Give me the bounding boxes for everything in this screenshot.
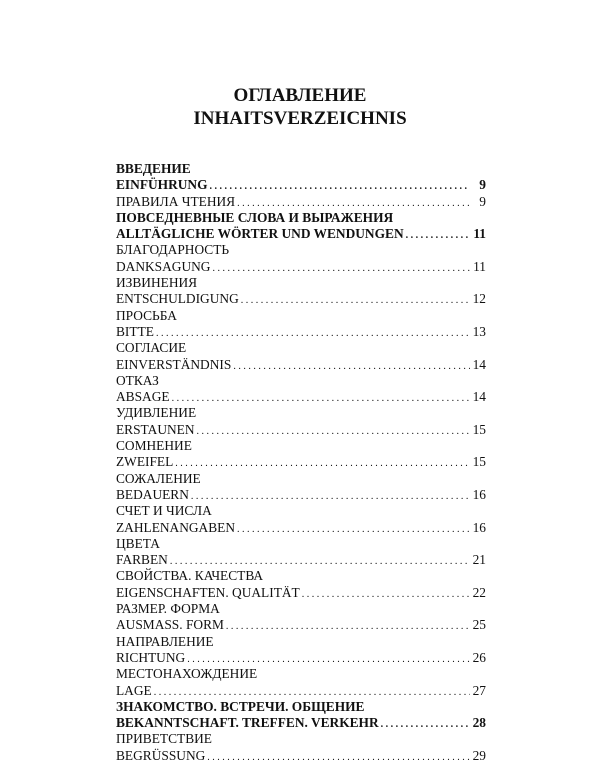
toc-page-number: 21 xyxy=(472,552,486,568)
heading-german: INHAITSVERZEICHNIS xyxy=(193,108,407,129)
toc-page-number: 27 xyxy=(472,682,486,698)
toc-entry xyxy=(116,568,486,584)
toc-entry-title: ZWEIFEL xyxy=(116,454,174,470)
toc-entry xyxy=(116,226,486,242)
toc-page-number: 9 xyxy=(479,177,486,193)
toc-entry-title: EINVERSTÄNDNIS xyxy=(116,356,232,372)
toc-page-number: 26 xyxy=(472,649,486,665)
toc-page-number: 9 xyxy=(479,193,486,209)
dot-leader xyxy=(207,748,470,764)
dot-leader xyxy=(170,552,470,568)
dot-leader xyxy=(172,389,470,405)
toc-page-number: 28 xyxy=(472,715,486,731)
toc-entry xyxy=(116,552,486,568)
toc-entry xyxy=(116,422,486,438)
toc-entry xyxy=(116,699,486,715)
toc-entry xyxy=(116,617,486,633)
toc-entry-title: МЕСТОНАХОЖДЕНИЕ xyxy=(116,666,258,682)
toc-entry xyxy=(116,291,486,307)
dot-leader xyxy=(237,194,470,210)
toc-heading xyxy=(0,84,600,130)
toc-entry xyxy=(116,715,486,731)
toc-page-number: 12 xyxy=(472,291,486,307)
toc-entry-title: ПРОСЬБА xyxy=(116,307,177,323)
toc-entry-title: СОГЛАСИЕ xyxy=(116,340,187,356)
toc-entry xyxy=(116,373,486,389)
toc-page-number: 16 xyxy=(472,519,486,535)
toc-page-number: 29 xyxy=(472,747,486,763)
toc-entry xyxy=(116,650,486,666)
toc-entry-title: СВОЙСТВА. КАЧЕСТВА xyxy=(116,568,264,584)
toc-page-number: 16 xyxy=(472,486,486,502)
dot-leader xyxy=(237,520,470,536)
dot-leader xyxy=(381,715,470,731)
toc-entry-title: СОМНЕНИЕ xyxy=(116,438,192,454)
toc-entry xyxy=(116,520,486,536)
dot-leader xyxy=(197,422,470,438)
toc-entry xyxy=(116,389,486,405)
toc-entry xyxy=(116,438,486,454)
toc-entry-title: ВВЕДЕНИЕ xyxy=(116,161,191,176)
toc-entry xyxy=(116,634,486,650)
toc-page-number: 15 xyxy=(472,454,486,470)
dot-leader xyxy=(191,487,470,503)
toc-entry-title: ERSTAUNEN xyxy=(116,421,195,437)
toc-entry xyxy=(116,324,486,340)
toc-entry-title: BEDAUERN xyxy=(116,486,189,502)
toc-entry xyxy=(116,748,486,764)
toc-page-number: 13 xyxy=(472,323,486,339)
dot-leader xyxy=(175,454,470,470)
toc-entry-title: ENTSCHULDIGUNG xyxy=(116,291,239,307)
toc-entry xyxy=(116,405,486,421)
toc-entry-title: EIGENSCHAFTEN. QUALITÄT xyxy=(116,584,300,600)
toc-entry xyxy=(116,454,486,470)
toc-page-number: 11 xyxy=(473,226,486,242)
dot-leader xyxy=(302,585,470,601)
toc-entry-title: РАЗМЕР. ФОРМА xyxy=(116,601,220,617)
toc-entry xyxy=(116,357,486,373)
toc-entry xyxy=(116,194,486,210)
toc-entry-title: СЧЕТ И ЧИСЛА xyxy=(116,503,212,519)
toc-entry xyxy=(116,666,486,682)
dot-leader xyxy=(210,177,470,193)
toc-entry xyxy=(116,177,486,193)
toc-entry-title: СОЖАЛЕНИЕ xyxy=(116,470,201,486)
toc-entry xyxy=(116,340,486,356)
toc-entry xyxy=(116,210,486,226)
toc-entry-title: LAGE xyxy=(116,682,152,698)
toc-entry xyxy=(116,275,486,291)
toc-entry-title: ПРАВИЛА ЧТЕНИЯ xyxy=(116,193,236,209)
toc-entry xyxy=(116,308,486,324)
toc-entry-title: DANKSAGUNG xyxy=(116,258,211,274)
toc-entry xyxy=(116,161,486,177)
toc-entry xyxy=(116,471,486,487)
toc-page-number: 22 xyxy=(472,584,486,600)
toc-entry-title: ABSAGE xyxy=(116,389,170,405)
toc-list xyxy=(116,161,486,764)
toc-entry xyxy=(116,503,486,519)
dot-leader xyxy=(226,617,470,633)
toc-entry xyxy=(116,487,486,503)
toc-entry xyxy=(116,683,486,699)
toc-entry-title: BITTE xyxy=(116,323,154,339)
dot-leader xyxy=(187,650,470,666)
toc-entry-title: ALLTÄGLICHE WÖRTER UND WENDUNGEN xyxy=(116,226,404,242)
dot-leader xyxy=(406,226,470,242)
toc-entry-title: EINFÜHRUNG xyxy=(116,177,208,193)
toc-entry-title: ZAHLENANGABEN xyxy=(116,519,236,535)
toc-page-number: 11 xyxy=(473,258,486,274)
toc-entry-title: RICHTUNG xyxy=(116,649,186,665)
dot-leader xyxy=(241,291,470,307)
toc-entry-title: УДИВЛЕНИЕ xyxy=(116,405,197,421)
dot-leader xyxy=(154,683,470,699)
toc-page-number: 14 xyxy=(472,389,486,405)
toc-entry-title: БЛАГОДАРНОСТЬ xyxy=(116,242,230,258)
toc-entry-title: НАПРАВЛЕНИЕ xyxy=(116,633,214,649)
toc-entry xyxy=(116,601,486,617)
dot-leader xyxy=(156,324,470,340)
toc-entry xyxy=(116,731,486,747)
toc-entry xyxy=(116,536,486,552)
toc-entry-title: ЦВЕТА xyxy=(116,535,160,551)
dot-leader xyxy=(212,259,470,275)
toc-entry-title: ПОВСЕДНЕВНЫЕ СЛОВА И ВЫРАЖЕНИЯ xyxy=(116,209,394,225)
toc-entry-title: BEKANNTSCHAFT. TREFFEN. VERKEHR xyxy=(116,715,379,731)
toc-entry xyxy=(116,242,486,258)
toc-entry-title: AUSMASS. FORM xyxy=(116,617,224,633)
toc-entry-title: BEGRÜSSUNG xyxy=(116,747,206,763)
toc-entry-title: ИЗВИНЕНИЯ xyxy=(116,275,198,291)
toc-page-number: 15 xyxy=(472,421,486,437)
heading-russian: ОГЛАВЛЕНИЕ xyxy=(233,85,367,106)
toc-page-number: 25 xyxy=(472,617,486,633)
toc-entry-title: ЗНАКОМСТВО. ВСТРЕЧИ. ОБЩЕНИЕ xyxy=(116,698,365,714)
toc-entry xyxy=(116,259,486,275)
toc-entry-title: ОТКАЗ xyxy=(116,372,159,388)
toc-entry-title: ПРИВЕТСТВИЕ xyxy=(116,731,212,747)
toc-entry-title: FARBEN xyxy=(116,552,168,568)
dot-leader xyxy=(233,357,470,373)
toc-entry xyxy=(116,585,486,601)
toc-page-number: 14 xyxy=(472,356,486,372)
